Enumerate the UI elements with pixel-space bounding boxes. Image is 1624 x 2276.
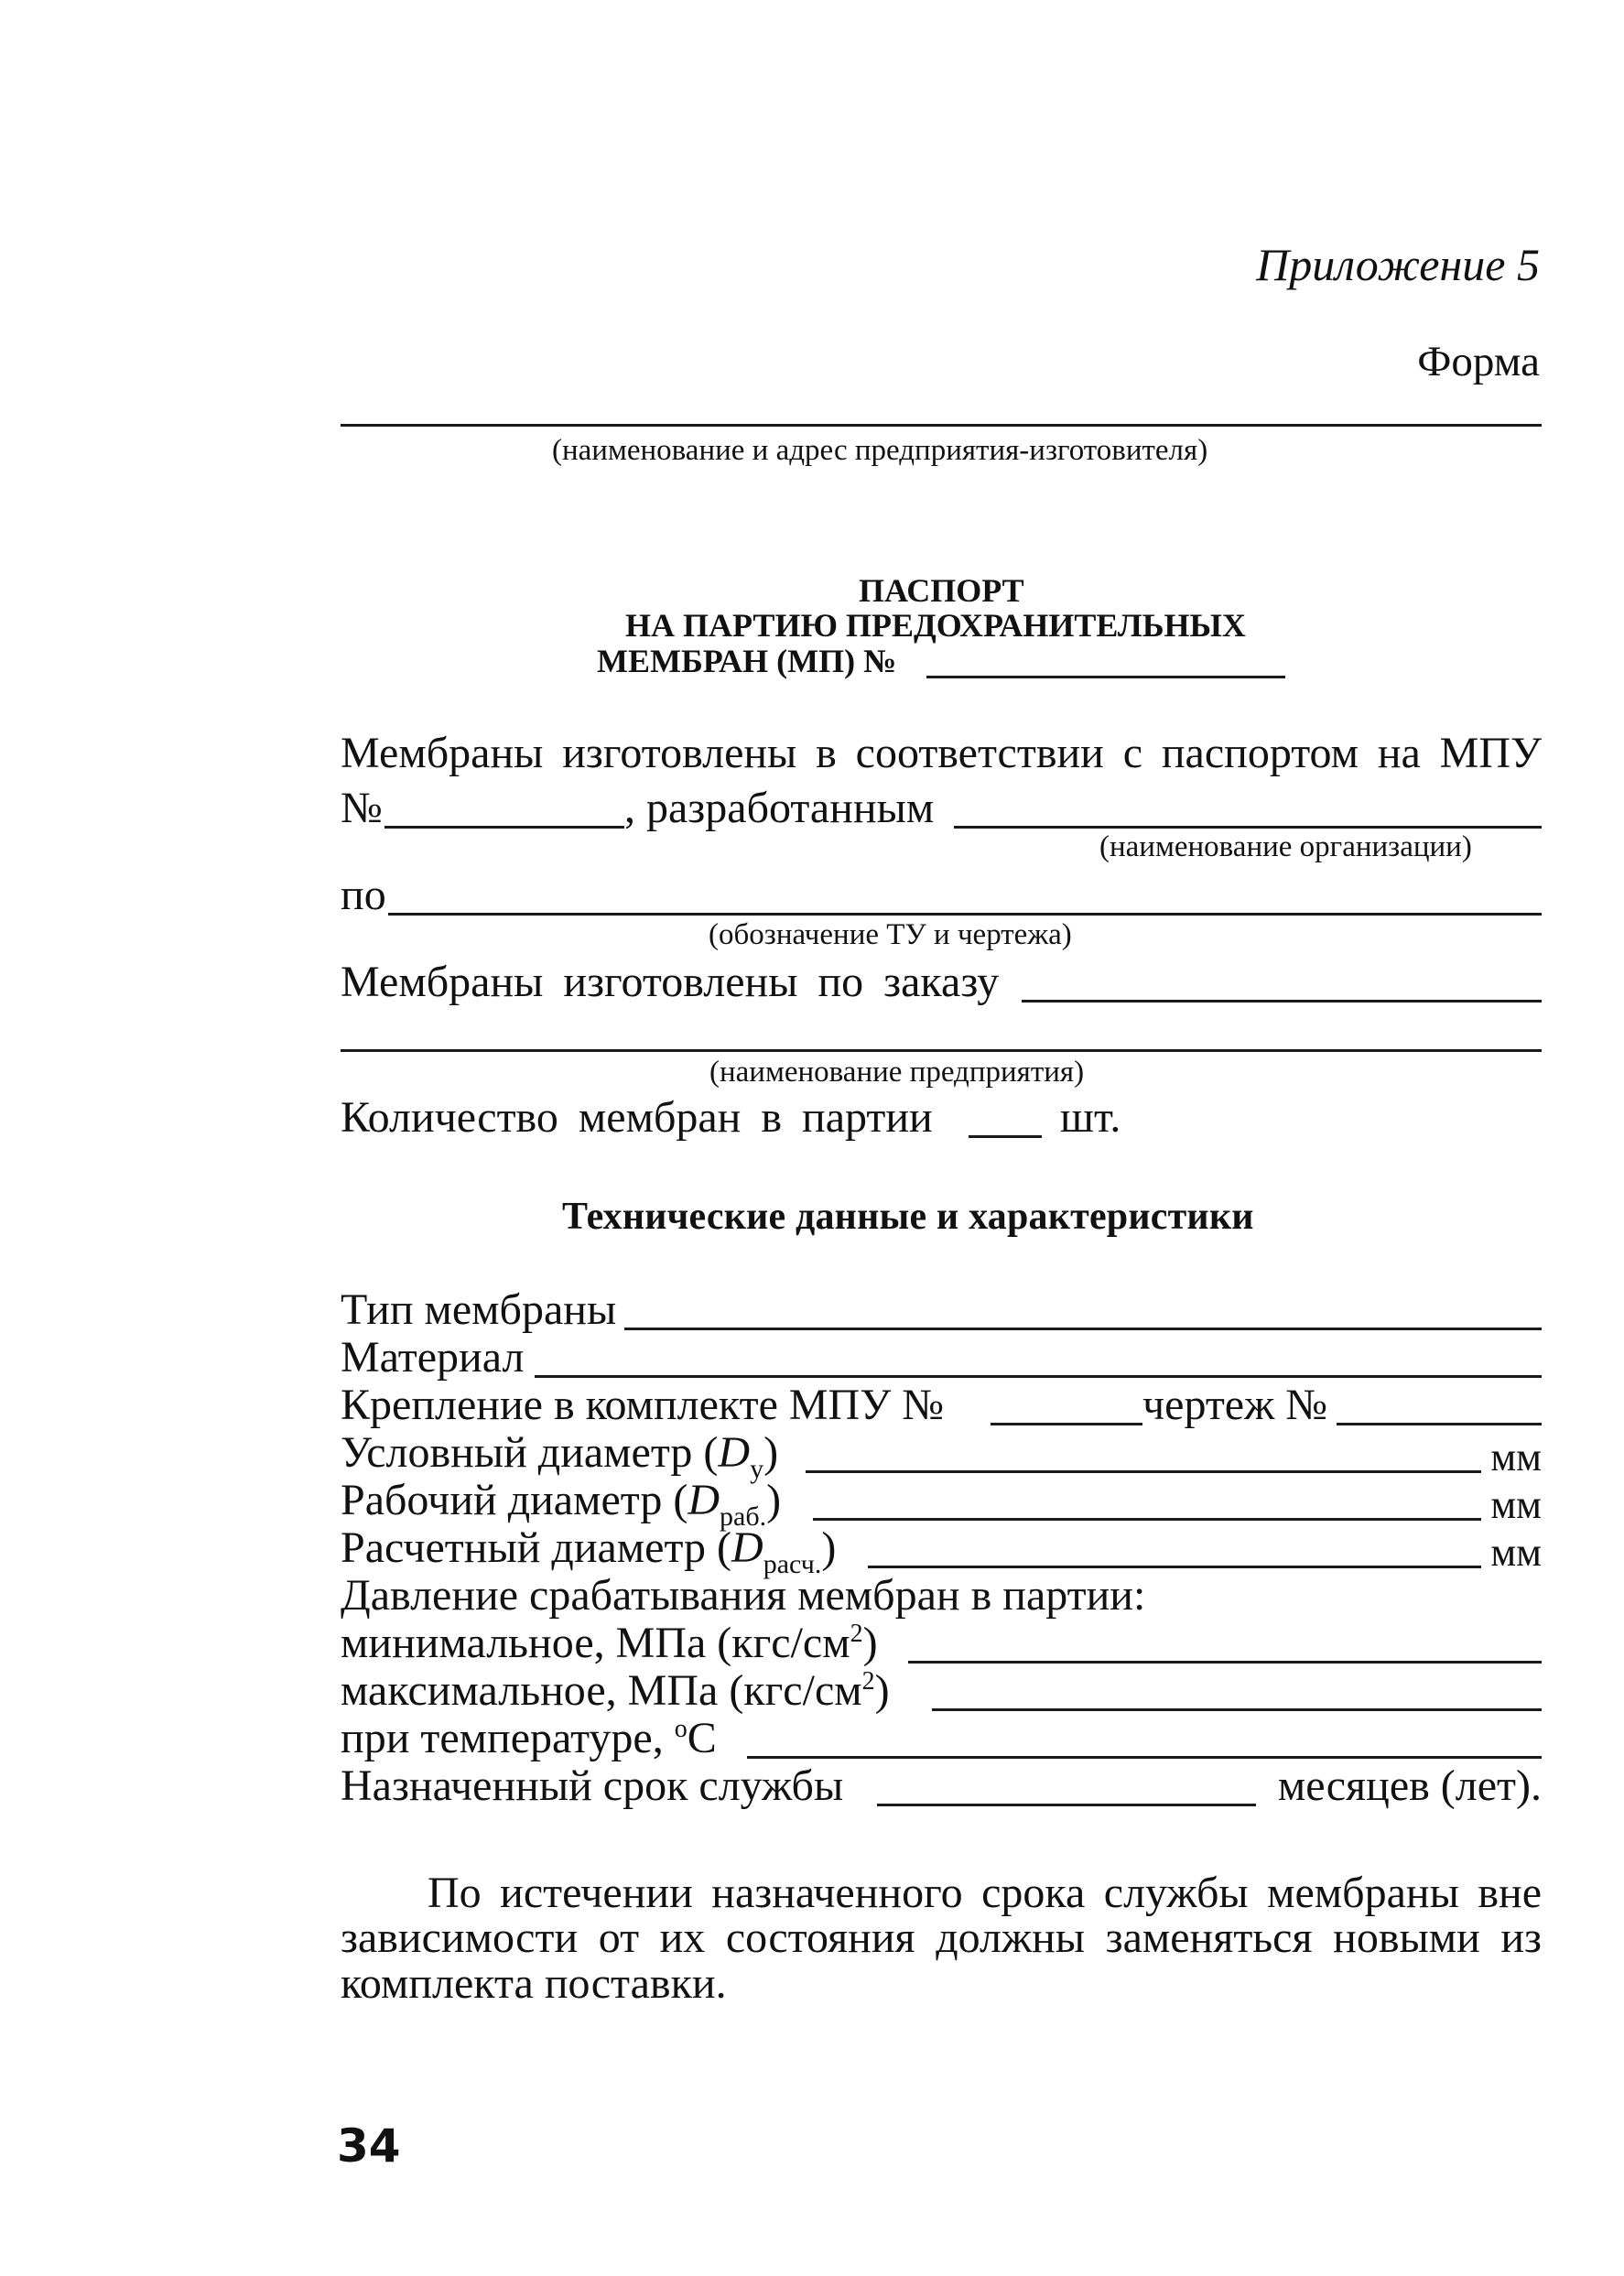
tu-blank[interactable] [388,913,1542,916]
close-paren: ) [862,1619,878,1667]
design-diameter-text: Расчетный диаметр ( [341,1523,732,1572]
developed-by-label: , разработанным [624,784,935,832]
min-pressure-text: минимальное, МПа (кгс/см [341,1619,850,1667]
nominal-diameter-label [341,1427,779,1484]
design-diameter-unit: мм [1490,1530,1542,1575]
temperature-blank[interactable] [747,1756,1542,1759]
tu-caption: (обозначение ТУ и чертежа) [709,918,1072,951]
form-label: Форма [1417,338,1540,385]
order-blank[interactable] [1022,1000,1542,1003]
temperature-unit: С [687,1714,717,1762]
section-title: Технические данные и характеристики [562,1196,1254,1238]
mount-label: Крепление в комплекте МПУ № [341,1381,944,1429]
mount-number-blank[interactable] [991,1423,1142,1425]
closing-line-2: зависимости от их состояния должны заменяться новыми из [341,1913,1542,1962]
closing-line-3: комплекта поставки. [341,1959,727,2008]
working-diameter-text: Рабочий диаметр ( [341,1476,688,1524]
mpu-number-blank[interactable] [384,826,624,829]
working-subscript: раб. [720,1501,767,1532]
design-subscript: расч. [763,1549,822,1579]
close-paren: ) [821,1523,837,1572]
temperature-label [341,1713,717,1763]
min-pressure-blank[interactable] [908,1661,1542,1664]
quantity-blank[interactable] [969,1135,1042,1138]
developer-blank[interactable] [954,826,1542,829]
type-label: Тип мембраны [341,1285,617,1334]
material-label: Материал [341,1333,525,1382]
nominal-diameter-unit: мм [1490,1435,1542,1479]
d-symbol: D [718,1428,751,1477]
drawing-label: чертеж № [1142,1381,1328,1429]
design-diameter-blank[interactable] [868,1566,1481,1568]
degree-mark: о [674,1715,687,1743]
drawing-number-blank[interactable] [1337,1423,1542,1425]
closing-line-1: По истечении назначенного срока службы мембраны вне [428,1869,1542,1917]
material-blank[interactable] [535,1375,1542,1378]
po-label: по [341,871,386,919]
organization-caption: (наименование организации) [1099,830,1472,863]
squared-exponent: 2 [861,1667,875,1696]
order-label: Мембраны изготовлены по заказу [341,958,1000,1006]
working-diameter-blank[interactable] [813,1518,1481,1521]
working-diameter-unit: мм [1490,1482,1542,1527]
nominal-diameter-text: Условный диаметр ( [341,1428,719,1477]
manufacturer-blank-line[interactable] [341,424,1542,427]
design-diameter-label [341,1523,837,1579]
max-pressure-label [341,1665,890,1716]
squared-exponent: 2 [850,1620,863,1648]
manufacturer-caption: (наименование и адрес предприятия-изготовителя) [552,434,1208,467]
company-blank[interactable] [341,1049,1542,1052]
max-pressure-text: максимальное, МПа (кгс/см [341,1666,862,1715]
pressure-heading: Давление срабатывания мембран в партии: [341,1571,1146,1620]
mpu-number-sign: № [341,784,383,832]
close-paren: ) [874,1666,890,1715]
close-paren: ) [766,1476,782,1524]
paragraph-1-line-1: Мембраны изготовлены в соответствии с паспортом на МПУ [341,729,1542,777]
title-line-1: ПАСПОРТ [859,572,1024,609]
quantity-label: Количество мембран в партии [341,1093,933,1142]
service-life-unit: месяцев (лет). [1277,1761,1542,1810]
appendix-label: Приложение 5 [1256,239,1540,290]
service-life-label: Назначенный срок службы [341,1761,844,1810]
service-life-blank[interactable] [877,1804,1256,1806]
title-line-2: НА ПАРТИЮ ПРЕДОХРАНИТЕЛЬНЫХ [625,607,1246,644]
temperature-text: при температуре, [341,1714,675,1762]
close-paren: ) [763,1428,779,1477]
page-number: 34 [337,2119,401,2173]
company-caption: (наименование предприятия) [709,1056,1085,1089]
nominal-diameter-blank[interactable] [806,1470,1481,1473]
type-blank[interactable] [624,1328,1542,1330]
max-pressure-blank[interactable] [932,1708,1542,1711]
batch-number-blank[interactable] [926,676,1285,678]
title-line-3: МЕМБРАН (МП) № [597,643,897,679]
quantity-unit: шт. [1060,1093,1121,1142]
d-symbol: D [687,1476,720,1524]
d-symbol: D [731,1523,763,1572]
nominal-subscript: у [750,1454,764,1484]
min-pressure-label [341,1618,878,1668]
working-diameter-label [341,1475,782,1532]
